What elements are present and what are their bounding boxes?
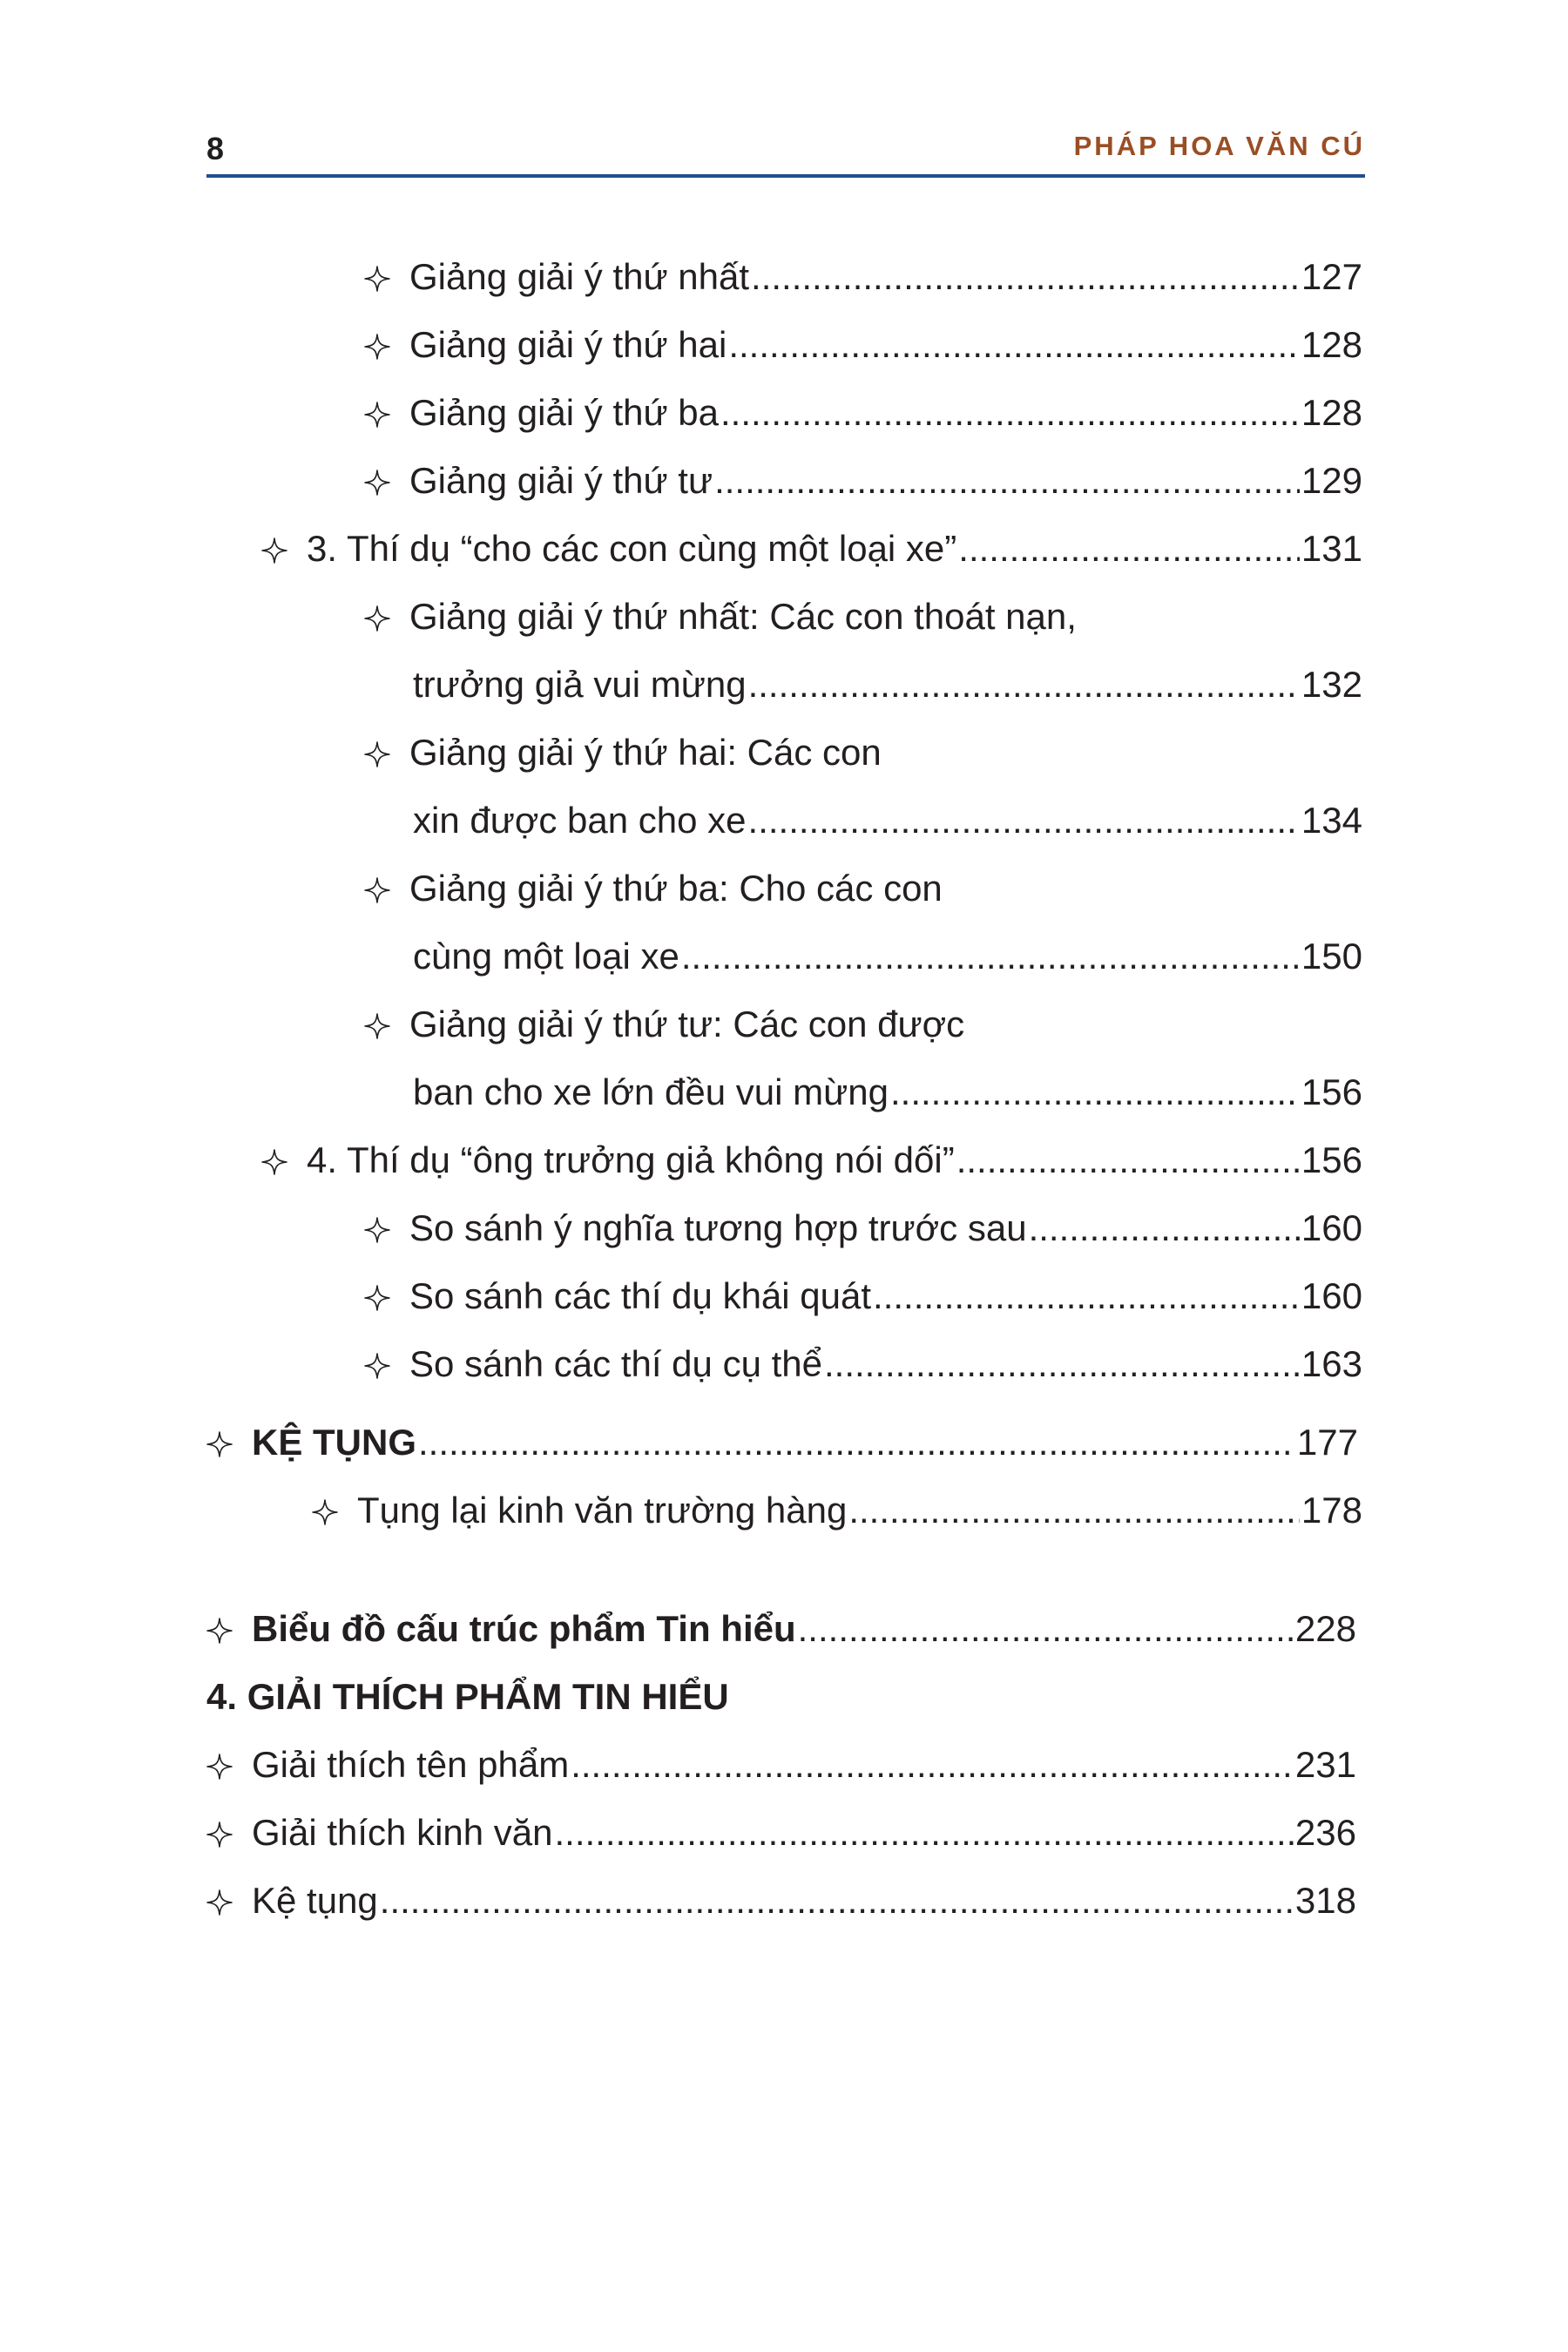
toc-entry-page: 129 [1301, 460, 1362, 501]
running-title: PHÁP HOA VĂN CÚ [1073, 131, 1365, 161]
sparkle-icon [261, 537, 287, 564]
toc-entry-label: Giảng giải ý thứ tư [409, 460, 713, 501]
dot-leader [824, 1343, 1300, 1385]
dot-leader [751, 256, 1300, 298]
sparkle-icon [312, 1499, 338, 1525]
sparkle-icon [364, 470, 390, 496]
toc-entry-page: 128 [1301, 392, 1362, 433]
sparkle-icon [364, 605, 390, 632]
sparkle-icon [206, 1754, 233, 1780]
toc-entry[interactable] [364, 868, 1362, 909]
toc-entry-page: 178 [1301, 1490, 1362, 1531]
dot-leader [714, 460, 1300, 502]
sparkle-icon [364, 741, 390, 767]
toc-entry[interactable] [364, 732, 1362, 774]
sparkle-icon [364, 1353, 390, 1379]
toc-entry[interactable] [206, 1812, 1356, 1854]
toc-entry-label: Giải thích kinh văn [252, 1812, 553, 1853]
toc-entry-label: cùng một loại xe [413, 936, 679, 977]
sparkle-icon [364, 1013, 390, 1039]
dot-leader [728, 324, 1300, 366]
toc-entry[interactable] [364, 1207, 1362, 1249]
toc-entry-page: 150 [1301, 936, 1362, 977]
toc-entry-page: 128 [1301, 324, 1362, 365]
toc-entry[interactable] [206, 1880, 1356, 1922]
toc-entry[interactable] [261, 528, 1362, 570]
toc-entry[interactable] [206, 1422, 1358, 1463]
sparkle-icon [206, 1821, 233, 1848]
toc-entry-label: KỆ TỤNG [252, 1422, 416, 1463]
dot-leader [720, 392, 1300, 434]
sparkle-icon [364, 266, 390, 292]
dot-leader [1029, 1207, 1300, 1249]
sparkle-icon [364, 877, 390, 903]
toc-entry-label: Kệ tụng [252, 1880, 378, 1921]
toc-entry-label: ban cho xe lớn đều vui mừng [413, 1071, 889, 1112]
toc-entry[interactable] [364, 1004, 1362, 1045]
dot-leader [798, 1608, 1294, 1650]
dot-leader [380, 1880, 1294, 1922]
toc-entry-continuation[interactable] [413, 936, 1362, 977]
toc-entry-page: 132 [1301, 664, 1362, 705]
dot-leader [681, 936, 1300, 977]
sparkle-icon [206, 1618, 233, 1644]
toc-entry[interactable] [364, 1275, 1362, 1317]
toc-entry-page: 156 [1301, 1071, 1362, 1112]
toc-entry[interactable] [312, 1490, 1362, 1531]
section-heading: 4. GIẢI THÍCH PHẨM TIN HIỂU [206, 1676, 729, 1717]
toc-entry[interactable] [364, 1343, 1362, 1385]
toc-entry-label: xin được ban cho xe [413, 800, 747, 841]
toc-entry-label: Giảng giải ý thứ hai [409, 324, 727, 365]
toc-entry-page: 131 [1301, 528, 1362, 569]
toc-entry-continuation[interactable] [413, 664, 1362, 706]
dot-leader [956, 1139, 1300, 1181]
sparkle-icon [364, 1285, 390, 1311]
dot-leader [848, 1490, 1300, 1531]
toc-entry-label: 3. Thí dụ “cho các con cùng một loại xe” [307, 528, 957, 569]
dot-leader [890, 1071, 1300, 1113]
toc-entry-page: 177 [1296, 1422, 1358, 1463]
toc-entry-page: 160 [1301, 1275, 1362, 1316]
toc-entry-label: So sánh các thí dụ cụ thể [409, 1343, 822, 1384]
sparkle-icon [206, 1889, 233, 1916]
toc-entry[interactable] [206, 1608, 1356, 1650]
toc-entry-label: Giảng giải ý thứ tư: Các con được [409, 1004, 965, 1044]
toc-entry-page: 127 [1301, 256, 1362, 297]
toc-entry-page: 160 [1301, 1207, 1362, 1248]
toc-entry-label: Giải thích tên phẩm [252, 1744, 570, 1785]
toc-entry[interactable] [364, 392, 1362, 434]
toc-entry-label: Giảng giải ý thứ ba [409, 392, 719, 433]
dot-leader [873, 1275, 1300, 1317]
dot-leader [748, 664, 1300, 706]
page-number: 8 [206, 131, 225, 166]
toc-entry-label: So sánh các thí dụ khái quát [409, 1275, 872, 1316]
toc-entry-page: 236 [1294, 1812, 1356, 1853]
sparkle-icon [364, 402, 390, 428]
sparkle-icon [364, 1217, 390, 1243]
toc-entry[interactable] [364, 324, 1362, 366]
toc-entry-label: Giảng giải ý thứ ba: Cho các con [409, 868, 943, 909]
sparkle-icon [364, 334, 390, 360]
toc-entry[interactable] [364, 596, 1362, 638]
toc-entry-page: 163 [1301, 1343, 1362, 1384]
dot-leader [571, 1744, 1294, 1786]
toc-entry-label: Biểu đồ cấu trúc phẩm Tin hiểu [252, 1608, 796, 1649]
toc-entry-page: 228 [1294, 1608, 1356, 1649]
toc-entry[interactable] [261, 1139, 1362, 1181]
dot-leader [418, 1422, 1295, 1463]
toc-entry-label: Giảng giải ý thứ nhất [409, 256, 750, 297]
toc-entry-label: trưởng giả vui mừng [413, 664, 747, 705]
toc-entry[interactable] [364, 460, 1362, 502]
toc-entry-continuation[interactable] [413, 1071, 1362, 1113]
dot-leader [958, 528, 1300, 570]
toc-entry-label: 4. Thí dụ “ông trưởng giả không nói dối” [307, 1139, 955, 1180]
dot-leader [555, 1812, 1294, 1854]
toc-entry-page: 134 [1301, 800, 1362, 841]
toc-entry-label: So sánh ý nghĩa tương hợp trước sau [409, 1207, 1027, 1248]
toc-entry[interactable] [364, 256, 1362, 298]
sparkle-icon [261, 1149, 287, 1175]
toc-entry-label: Giảng giải ý thứ hai: Các con [409, 732, 882, 773]
sparkle-icon [206, 1431, 233, 1457]
toc-entry-page: 318 [1294, 1880, 1356, 1921]
toc-entry-page: 231 [1294, 1744, 1356, 1785]
toc-entry-page: 156 [1301, 1139, 1362, 1180]
toc-entry-label: Giảng giải ý thứ nhất: Các con thoát nạn, [409, 596, 1077, 637]
toc-entry-continuation[interactable] [413, 800, 1362, 841]
dot-leader [748, 800, 1300, 841]
toc-entry[interactable] [206, 1744, 1356, 1786]
toc-entry-label: Tụng lại kinh văn trường hàng [357, 1490, 848, 1531]
